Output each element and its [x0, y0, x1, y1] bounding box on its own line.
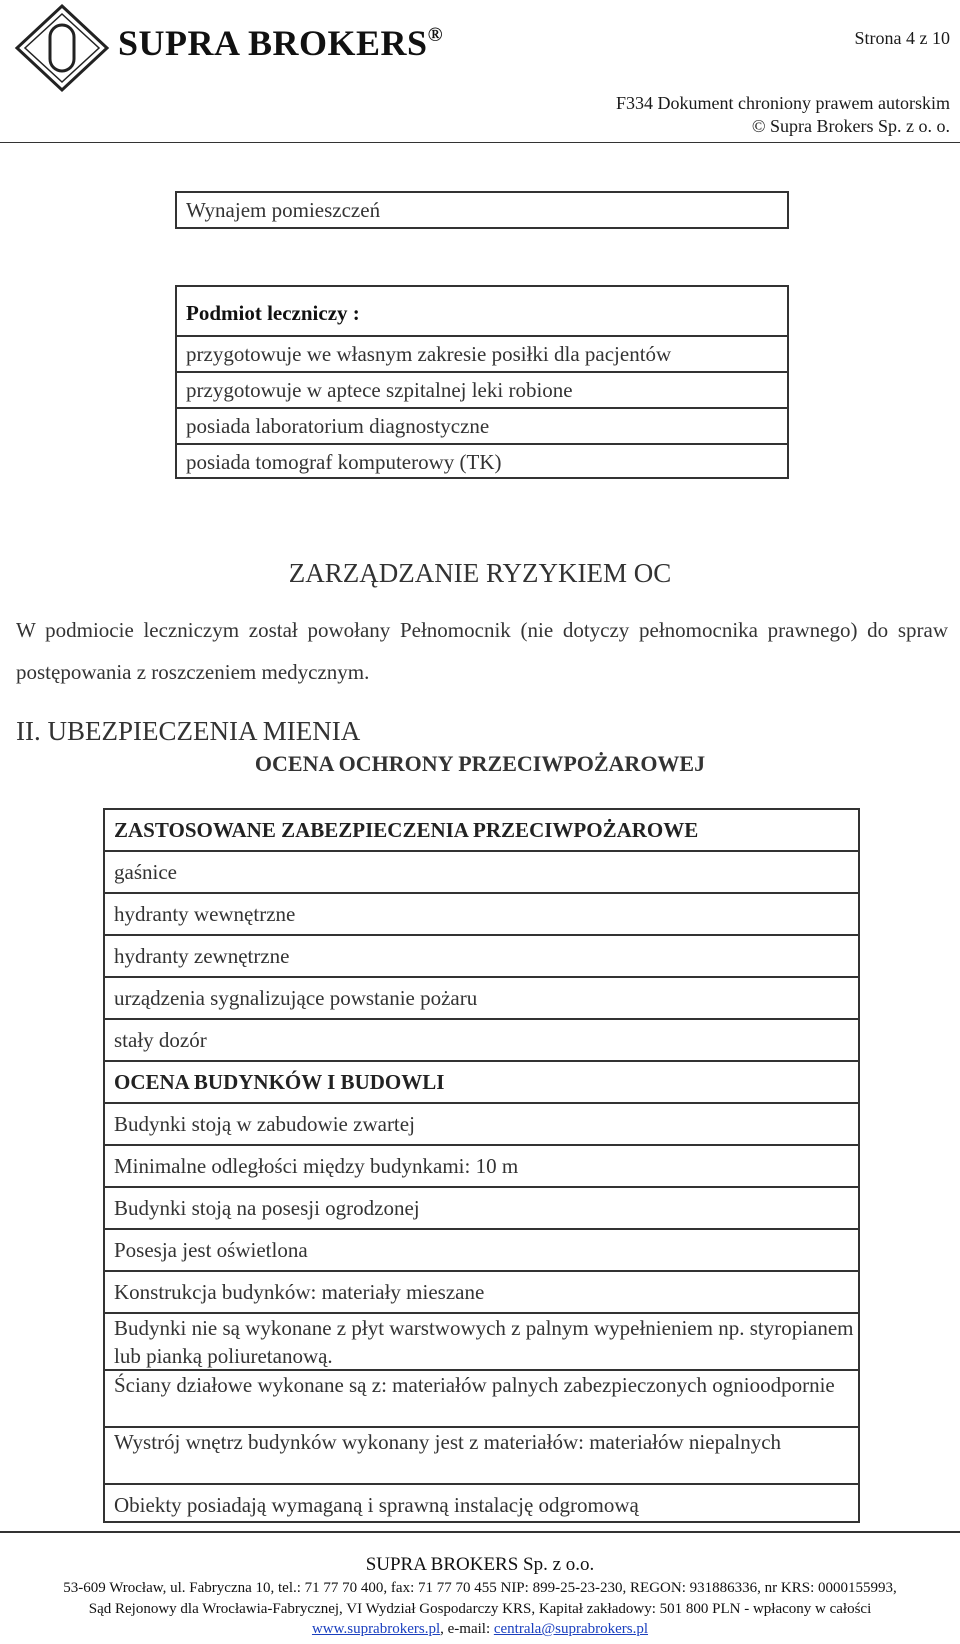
fire-box-row: Budynki nie są wykonane z płyt warstwowych z palnym wypełnieniem np. styropianem lub pianką poliuretanową.: [105, 1314, 858, 1371]
medical-entity-title: Podmiot leczniczy :: [177, 287, 787, 337]
fire-box-row: Budynki stoją w zabudowie zwartej: [105, 1104, 858, 1146]
fire-protection-heading: OCENA OCHRONY PRZECIWPOŻAROWEJ: [254, 751, 706, 776]
fire-safeguards-title: ZASTOSOWANE ZABEZPIECZENIA PRZECIWPOŻAROWE: [105, 810, 858, 852]
logo-wordmark: SUPRA BROKERS®: [118, 23, 444, 63]
risk-management-paragraph: W podmiocie leczniczym został powołany Pełnomocnik (nie dotyczy pełnomocnika prawnego) do spraw postępowania z roszczeniem medycznym.: [16, 618, 948, 684]
medical-entity-item: przygotowuje w aptece szpitalnej leki robione: [177, 373, 787, 409]
fire-box-row: hydranty wewnętrzne: [105, 894, 858, 936]
medical-entity-box: [175, 285, 789, 479]
supra-brokers-logo-icon: [14, 3, 110, 93]
fire-box-row: urządzenia sygnalizujące powstanie pożaru: [105, 978, 858, 1020]
fire-box-row: Konstrukcja budynków: materiały mieszane: [105, 1272, 858, 1314]
fire-box-row: hydranty zewnętrzne: [105, 936, 858, 978]
page-indicator: Strona 4 z 10: [854, 28, 950, 48]
fire-box-row: Minimalne odległości między budynkami: 10 m: [105, 1146, 858, 1188]
footer-company: SUPRA BROKERS Sp. z o.o.: [365, 1554, 595, 1575]
email-label: , e-mail:: [440, 1621, 494, 1637]
email-link[interactable]: centrala@suprabrokers.pl: [493, 1621, 649, 1637]
rent-box: [175, 191, 789, 229]
fire-protection-box: [103, 808, 860, 1523]
fire-box-row: Budynki stoją na posesji ogrodzonej: [105, 1188, 858, 1230]
footer-divider: [0, 1531, 960, 1533]
copyright-note: [616, 92, 950, 138]
medical-entity-item: posiada tomograf komputerowy (TK): [186, 450, 502, 474]
fire-box-row: Obiekty posiadają wymaganą i sprawną instalację odgromową: [114, 1493, 639, 1517]
buildings-assessment-title: OCENA BUDYNKÓW I BUDOWLI: [105, 1062, 858, 1104]
footer-address: 53-609 Wrocław, ul. Fabryczna 10, tel.: 71 77 70 400, fax: 71 77 70 455 NIP: 899-25-23-230, REGON: 931886336, nr KRS: 0000155993,: [63, 1580, 897, 1596]
risk-management-heading: ZARZĄDZANIE RYZYKIEM OC: [288, 558, 672, 588]
fire-box-row: gaśnice: [105, 852, 858, 894]
fire-box-row: Posesja jest oświetlona: [105, 1230, 858, 1272]
medical-entity-item: przygotowuje we własnym zakresie posiłki dla pacjentów: [177, 337, 787, 373]
footer-registration: Sąd Rejonowy dla Wrocławia-Fabrycznej, VI Wydział Gospodarczy KRS, Kapitał zakładowy: 501 800 PLN - wpłacony w całości: [88, 1601, 872, 1617]
copyright-line-1: F334 Dokument chroniony prawem autorskim: [616, 93, 950, 113]
fire-box-row: stały dozór: [105, 1020, 858, 1062]
rent-label: Wynajem pomieszczeń: [186, 198, 381, 222]
website-link[interactable]: www.suprabrokers.pl: [311, 1621, 441, 1637]
copyright-line-2: © Supra Brokers Sp. z o. o.: [751, 116, 950, 136]
fire-box-row: Wystrój wnętrz budynków wykonany jest z materiałów: materiałów niepalnych: [105, 1428, 858, 1485]
fire-box-row: Ściany działowe wykonane są z: materiałów palnych zabezpieczonych ognioodpornie: [105, 1371, 858, 1428]
property-insurance-heading: II. UBEZPIECZENIA MIENIA: [16, 716, 361, 746]
medical-entity-item: posiada laboratorium diagnostyczne: [177, 409, 787, 445]
header-divider: [0, 142, 960, 143]
footer-contact: [0, 1621, 960, 1638]
